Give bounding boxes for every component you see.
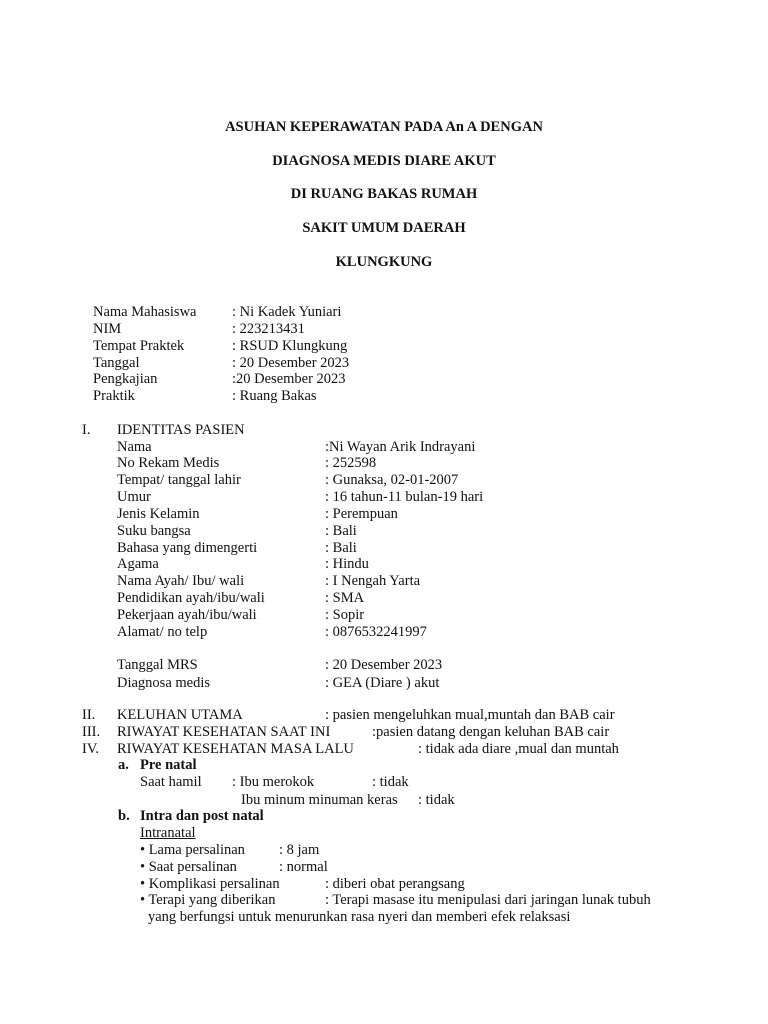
section-3-number: III.	[82, 724, 101, 740]
patient-label-language: Bahasa yang dimengerti	[117, 540, 258, 556]
complication-value: : diberi obat perangsang	[325, 876, 465, 892]
section-3-value: :pasien datang dengan keluhan BAB cair	[372, 724, 610, 740]
student-label-date: Tanggal	[93, 355, 140, 371]
patient-label-admission-date: Tanggal MRS	[117, 657, 198, 673]
student-value-name: : Ni Kadek Yuniari	[232, 304, 342, 320]
patient-value-occupation: : Sopir	[325, 607, 365, 623]
section-2-value: : pasien mengeluhkan mual,muntah dan BAB cair	[325, 707, 615, 723]
complication-label: • Komplikasi persalinan	[140, 876, 280, 892]
patient-label-religion: Agama	[117, 556, 159, 572]
pregnancy-alcohol-value: : tidak	[418, 792, 455, 808]
labor-duration-value: : 8 jam	[279, 842, 320, 858]
subsection-a-title: Pre natal	[140, 757, 197, 773]
pregnancy-smoking-value: : tidak	[372, 774, 409, 790]
section-3-title: RIWAYAT KESEHATAN SAAT INI	[117, 724, 331, 740]
doc-title-line-4: SAKIT UMUM DAERAH	[302, 220, 466, 236]
patient-value-guardian: : I Nengah Yarta	[325, 573, 421, 589]
patient-value-address: : 0876532241997	[325, 624, 427, 640]
student-label-practice: Praktik	[93, 388, 135, 404]
doc-title-line-1: ASUHAN KEPERAWATAN PADA An A DENGAN	[225, 119, 543, 135]
patient-value-admission-date: : 20 Desember 2023	[325, 657, 443, 673]
patient-label-address: Alamat/ no telp	[117, 624, 208, 640]
student-value-date: : 20 Desember 2023	[232, 355, 350, 371]
section-2-number: II.	[82, 707, 96, 723]
doc-title-line-5: KLUNGKUNG	[335, 254, 433, 270]
patient-value-name: :Ni Wayan Arik Indrayani	[325, 439, 476, 455]
patient-label-ethnicity: Suku bangsa	[117, 523, 191, 539]
patient-value-education: : SMA	[325, 590, 365, 606]
therapy-label: • Terapi yang diberikan	[140, 892, 276, 908]
section-1-title: IDENTITAS PASIEN	[117, 422, 245, 438]
section-4-number: IV.	[82, 741, 100, 757]
patient-value-diagnosis: : GEA (Diare ) akut	[325, 675, 440, 691]
patient-label-record: No Rekam Medis	[117, 455, 220, 471]
patient-value-ethnicity: : Bali	[325, 523, 357, 539]
patient-value-religion: : Hindu	[325, 556, 369, 572]
delivery-type-label: • Saat persalinan	[140, 859, 237, 875]
subsection-b-title: Intra dan post natal	[140, 808, 264, 824]
patient-value-sex: : Perempuan	[325, 506, 398, 522]
patient-label-name: Nama	[117, 439, 152, 455]
patient-value-age: : 16 tahun-11 bulan-19 hari	[325, 489, 484, 505]
section-4-value: : tidak ada diare ,mual dan muntah	[418, 741, 619, 757]
student-value-place: : RSUD Klungkung	[232, 338, 348, 354]
patient-label-occupation: Pekerjaan ayah/ibu/wali	[117, 607, 257, 623]
therapy-continuation: yang berfungsi untuk menurunkan rasa nyeri dan memberi efek relaksasi	[148, 909, 571, 925]
patient-value-language: : Bali	[325, 540, 357, 556]
doc-title-line-2: DIAGNOSA MEDIS DIARE AKUT	[272, 153, 496, 169]
student-value-nim: : 223213431	[232, 321, 305, 337]
intranatal-heading: Intranatal	[140, 825, 196, 841]
patient-value-birth: : Gunaksa, 02-01-2007	[325, 472, 459, 488]
student-label-nim: NIM	[93, 321, 122, 337]
student-label-assessment: Pengkajian	[93, 371, 158, 387]
patient-label-sex: Jenis Kelamin	[117, 506, 200, 522]
student-label-name: Nama Mahasiswa	[93, 304, 197, 320]
patient-label-age: Umur	[117, 489, 151, 505]
pregnancy-smoking-label: : Ibu merokok	[232, 774, 315, 790]
patient-label-guardian: Nama Ayah/ Ibu/ wali	[117, 573, 245, 589]
delivery-type-value: : normal	[279, 859, 328, 875]
patient-label-birth: Tempat/ tanggal lahir	[117, 472, 241, 488]
labor-duration-label: • Lama persalinan	[140, 842, 245, 858]
student-value-practice: : Ruang Bakas	[232, 388, 317, 404]
section-1-number: I.	[82, 422, 91, 438]
student-label-place: Tempat Praktek	[93, 338, 185, 354]
section-2-title: KELUHAN UTAMA	[117, 707, 243, 723]
subsection-a-letter: a.	[118, 757, 129, 773]
patient-label-diagnosis: Diagnosa medis	[117, 675, 211, 691]
therapy-value: : Terapi masase itu menipulasi dari jaringan lunak tubuh	[325, 892, 651, 908]
student-value-assessment: :20 Desember 2023	[232, 371, 346, 387]
pregnancy-alcohol-label: Ibu minum minuman keras	[241, 792, 398, 808]
patient-value-record: : 252598	[325, 455, 377, 471]
pregnancy-label: Saat hamil	[140, 774, 202, 790]
subsection-b-letter: b.	[118, 808, 130, 824]
doc-title-line-3: DI RUANG BAKAS RUMAH	[290, 186, 478, 202]
patient-label-education: Pendidikan ayah/ibu/wali	[117, 590, 265, 606]
section-4-title: RIWAYAT KESEHATAN MASA LALU	[117, 741, 354, 757]
